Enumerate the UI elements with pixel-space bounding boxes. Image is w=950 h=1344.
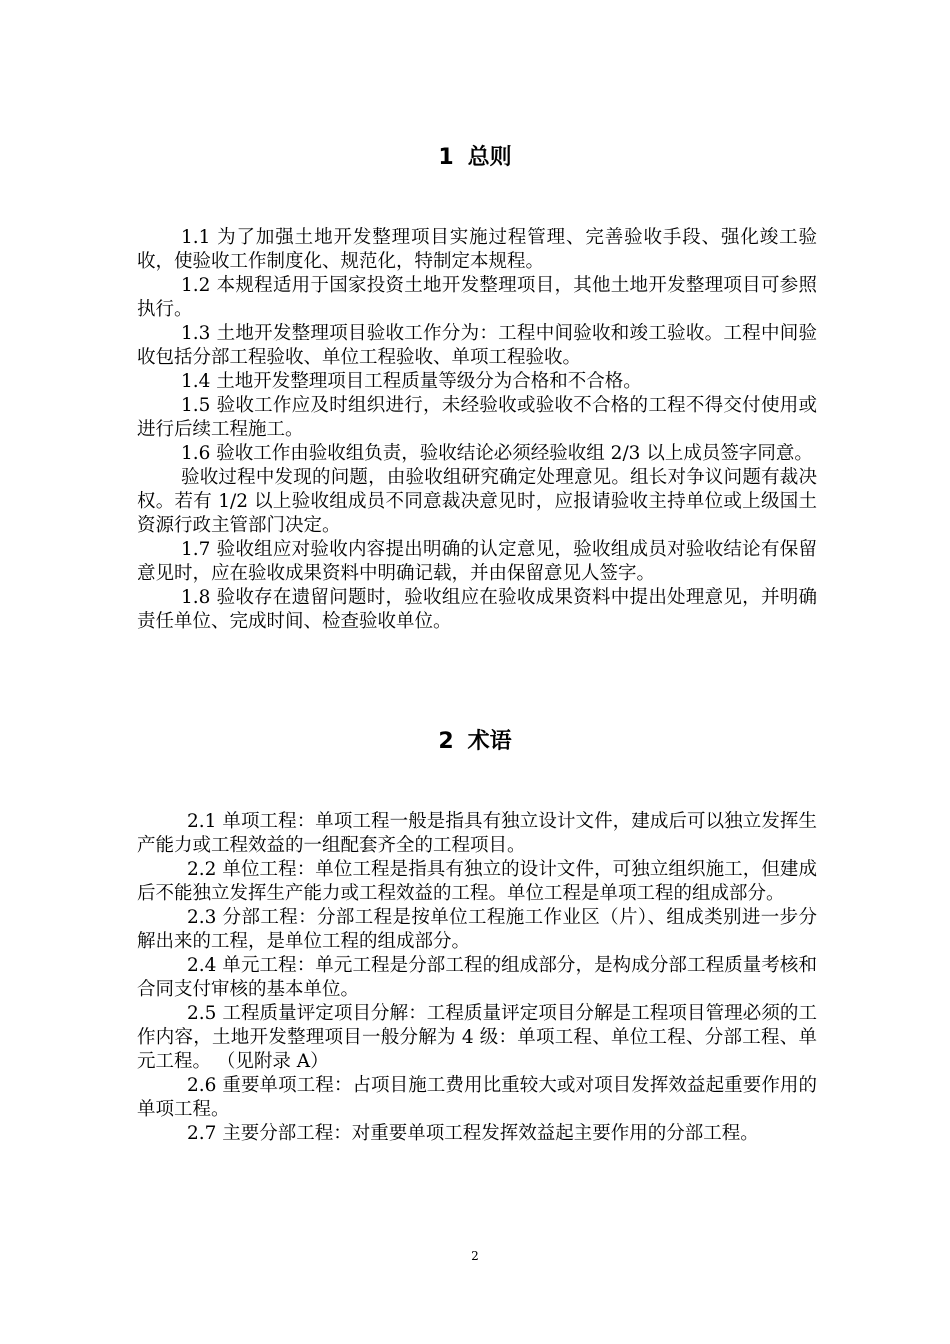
section-2-heading — [0, 727, 950, 757]
section-1-heading — [0, 143, 950, 173]
paragraph-2-1: 2.1 单项工程：单项工程一般是指具有独立设计文件，建成后可以独立发挥生产能力或工程效益的一组配套齐全的工程项目。 — [137, 811, 817, 856]
paragraph-1-2: 1.2 本规程适用于国家投资土地开发整理项目，其他土地开发整理项目可参照执行。 — [137, 275, 817, 320]
paragraph-2-7: 2.7 主要分部工程：对重要单项工程发挥效益起主要作用的分部工程。 — [187, 1123, 759, 1144]
paragraph-2-3: 2.3 分部工程：分部工程是按单位工程施工作业区（片）、组成类别进一步分解出来的工程，是单位工程的组成部分。 — [137, 907, 817, 952]
page-number: 2 — [471, 1249, 479, 1263]
paragraph-2-6: 2.6 重要单项工程：占项目施工费用比重较大或对项目发挥效益起重要作用的单项工程。 — [137, 1075, 817, 1120]
paragraph-1-6: 1.6 验收工作由验收组负责，验收结论必须经验收组 2/3 以上成员签字同意。 — [181, 443, 813, 464]
paragraph-2-2: 2.2 单位工程：单位工程是指具有独立的设计文件，可独立组织施工，但建成后不能独立发挥生产能力或工程效益的工程。单位工程是单项工程的组成部分。 — [137, 859, 817, 904]
paragraph-1-4: 1.4 土地开发整理项目工程质量等级分为合格和不合格。 — [181, 371, 642, 392]
section-2-number: 2 — [438, 729, 454, 754]
paragraph-2-4: 2.4 单元工程：单元工程是分部工程的组成部分，是构成分部工程质量考核和合同支付审核的基本单位。 — [137, 955, 817, 1000]
section-1-number: 1 — [438, 145, 454, 170]
paragraph-1-6-continued: 验收过程中发现的问题，由验收组研究确定处理意见。组长对争议问题有裁决权。若有 1/2 以上验收组成员不同意裁决意见时，应报请验收主持单位或上级国土资源行政主管部门决定。 — [137, 467, 817, 536]
paragraph-2-5: 2.5 工程质量评定项目分解：工程质量评定项目分解是工程项目管理必须的工作内容，土地开发整理项目一般分解为 4 级：单项工程、单位工程、分部工程、单元工程。 （见附录 A） — [137, 1003, 817, 1072]
section-2-title: 术语 — [467, 729, 512, 754]
paragraph-1-8: 1.8 验收存在遗留问题时，验收组应在验收成果资料中提出处理意见，并明确责任单位、完成时间、检查验收单位。 — [137, 587, 817, 632]
section-2-body — [137, 810, 817, 1146]
paragraph-1-1: 1.1 为了加强土地开发整理项目实施过程管理、完善验收手段、强化竣工验收，使验收工作制度化、规范化，特制定本规程。 — [137, 227, 817, 272]
paragraph-1-3: 1.3 土地开发整理项目验收工作分为：工程中间验收和竣工验收。工程中间验收包括分部工程验收、单位工程验收、单项工程验收。 — [137, 323, 817, 368]
paragraph-1-7: 1.7 验收组应对验收内容提出明确的认定意见，验收组成员对验收结论有保留意见时，应在验收成果资料中明确记载，并由保留意见人签字。 — [137, 539, 817, 584]
section-1-body — [137, 226, 817, 634]
section-1-title: 总则 — [467, 145, 512, 170]
paragraph-1-5: 1.5 验收工作应及时组织进行，未经验收或验收不合格的工程不得交付使用或进行后续工程施工。 — [137, 395, 817, 440]
